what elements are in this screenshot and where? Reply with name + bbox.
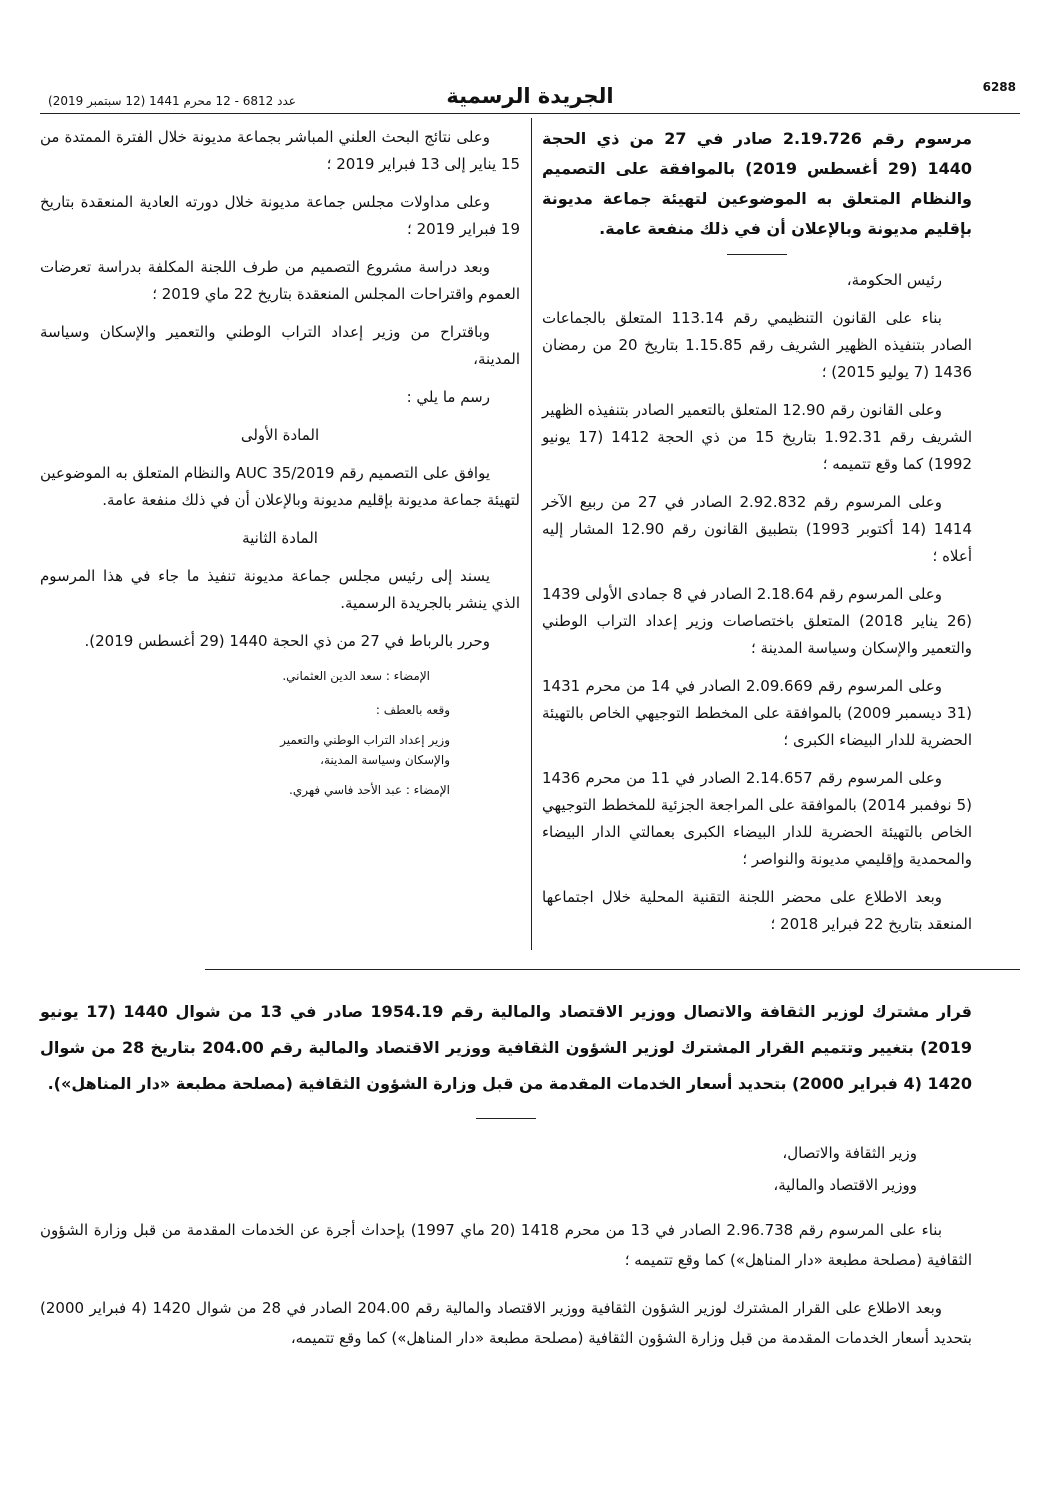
right-column bbox=[542, 124, 972, 949]
recital-paragraph: وعلى مداولات مجلس جماعة مديونة خلال دورته العادية المنعقدة بتاريخ 19 فبراير 2019 ؛ bbox=[40, 193, 520, 238]
decreed-statement: رسم ما يلي : bbox=[406, 388, 490, 406]
order-addressee-2: ووزير الاقتصاد والمالية، bbox=[773, 1176, 917, 1194]
recital-paragraph: وعلى المرسوم رقم 2.18.64 الصادر في 8 جمادى الأولى 1439 (26 يناير 2018) المتعلق باختصاصات وزير إعداد التراب الوطني والتعمير والإسكان وسياسة المدينة ؛ bbox=[542, 585, 972, 657]
issue-info: عدد 6812 - 12 محرم 1441 (12 سبتمبر 2019) bbox=[48, 94, 296, 108]
gazette-title: الجريدة الرسمية bbox=[446, 84, 614, 108]
joint-order-section bbox=[40, 994, 972, 1364]
recital-paragraph: وعلى المرسوم رقم 2.92.832 الصادر في 27 من ربيع الآخر 1414 (14 أكتوبر 1993) بتطبيق القانون رقم 12.90 المشار إليه أعلاه ؛ bbox=[542, 493, 973, 565]
section-rule bbox=[205, 969, 1020, 970]
decree-title: مرسوم رقم 2.19.726 صادر في 27 من ذي الحجة 1440 (29 أغسطس 2019) بالموافقة على التصميم والنظام المتعلق به الموضوعين لتهيئة جماعة مديونة بإقليم مديونة وبالإعلان أن في ذلك منفعة عامة. bbox=[542, 129, 972, 238]
signature-block bbox=[40, 666, 520, 800]
countersigned-label: وقعه بالعطف : bbox=[375, 703, 450, 717]
left-column bbox=[40, 124, 520, 800]
recital-paragraph: وباقتراح من وزير إعداد التراب الوطني والتعمير والإسكان وسياسة المدينة، bbox=[40, 323, 520, 368]
article-1-heading: المادة الأولى bbox=[240, 426, 320, 444]
minister-signature: الإمضاء : عبد الأحد فاسي فهري. bbox=[289, 783, 450, 797]
title-separator bbox=[727, 254, 787, 255]
recital-paragraph: وعلى المرسوم رقم 2.09.669 الصادر في 14 من محرم 1431 (31 ديسمبر 2009) بالموافقة على المخطط التوجيهي الخاص بالتهيئة الحضرية للدار البيضاء الكبرى ؛ bbox=[542, 677, 972, 749]
pm-signature: الإمضاء : سعد الدين العثماني. bbox=[282, 669, 430, 683]
recital-paragraph: بناء على القانون التنظيمي رقم 113.14 المتعلق بالجماعات الصادر بتنفيذه الظهير الشريف رقم 1.15.85 بتاريخ 20 من رمضان 1436 (7 يوليو 2015) ؛ bbox=[542, 309, 972, 381]
title-separator bbox=[476, 1118, 536, 1119]
order-recital-1: بناء على المرسوم رقم 2.96.738 الصادر في 13 من محرم 1418 (20 ماي 1997) بإحداث أجرة عن الخدمات المقدمة من قبل وزارة الشؤون الثقافية (مصلحة مطبعة «دار المناهل») كما وقع تتميمه ؛ bbox=[40, 1221, 972, 1269]
article-1-text: يوافق على التصميم رقم AUC 35/2019 والنظام المتعلق به الموضوعين لتهيئة جماعة مديونة بإقليم مديونة وبالإعلان أن في ذلك منفعة عامة. bbox=[40, 464, 520, 509]
order-addressee-1: وزير الثقافة والاتصال، bbox=[782, 1144, 917, 1162]
decree-addressee: رئيس الحكومة، bbox=[846, 271, 942, 289]
page-number: 6288 bbox=[982, 80, 1016, 94]
minister-title-line-2: والإسكان وسياسة المدينة، bbox=[320, 753, 450, 767]
recital-paragraph: وبعد دراسة مشروع التصميم من طرف اللجنة المكلفة بدراسة تعرضات العموم واقتراحات المجلس المنعقدة بتاريخ 22 ماي 2019 ؛ bbox=[40, 258, 520, 303]
header-rule bbox=[40, 113, 1020, 114]
order-recital-2: وبعد الاطلاع على القرار المشترك لوزير الشؤون الثقافية ووزير الاقتصاد والمالية رقم 204.00 الصادر في 28 من شوال 1420 (4 فبراير 2000) بتحديد أسعار الخدمات المقدمة من قبل وزارة الشؤون الثقافية (مصلحة مطبعة «دار المناهل») كما وقع تتميمه، bbox=[40, 1299, 972, 1347]
order-title: قرار مشترك لوزير الثقافة والاتصال ووزير الاقتصاد والمالية رقم 1954.19 صادر في 13 من شوال 1440 (17 يونيو 2019) بتغيير وتتميم القرار المشترك لوزير الشؤون الثقافية ووزير الاقتصاد والمالية رقم 204.00 بتاريخ 28 من شوال 1420 (4 فبراير 2000) بتحديد أسعار الخدمات المقدمة من قبل وزارة الشؤون الثقافية (مصلحة مطبعة «دار المناهل»). bbox=[40, 1002, 973, 1093]
recital-paragraph: وعلى نتائج البحث العلني المباشر بجماعة مديونة خلال الفترة الممتدة من 15 يناير إلى 13 فبراير 2019 ؛ bbox=[40, 128, 520, 173]
minister-title-line-1: وزير إعداد التراب الوطني والتعمير bbox=[280, 733, 450, 747]
recital-paragraph: وعلى المرسوم رقم 2.14.657 الصادر في 11 من محرم 1436 (5 نوفمبر 2014) بالموافقة على المراجعة الجزئية للمخطط التوجيهي الخاص بالتهيئة الحضرية للدار البيضاء الكبرى بعمالتي الدار البيضاء والمحمدية وإقليمي مديونة والنواصر ؛ bbox=[542, 769, 972, 868]
recital-paragraph: وعلى القانون رقم 12.90 المتعلق بالتعمير الصادر بتنفيذه الظهير الشريف رقم 1.92.31 بتاريخ 15 من ذي الحجة 1412 (17 يونيو 1992) كما وقع تتميمه ؛ bbox=[542, 401, 972, 473]
recital-paragraph: وبعد الاطلاع على محضر اللجنة التقنية المحلية خلال اجتماعها المنعقد بتاريخ 22 فبراير 2018 ؛ bbox=[542, 888, 972, 933]
article-2-heading: المادة الثانية bbox=[242, 529, 318, 547]
page-header bbox=[40, 80, 1020, 116]
column-divider bbox=[531, 118, 532, 950]
done-at-statement: وحرر بالرباط في 27 من ذي الحجة 1440 (29 أغسطس 2019). bbox=[84, 632, 490, 650]
article-2-text: يسند إلى رئيس مجلس جماعة مديونة تنفيذ ما جاء في هذا المرسوم الذي ينشر بالجريدة الرسمية. bbox=[40, 567, 520, 612]
